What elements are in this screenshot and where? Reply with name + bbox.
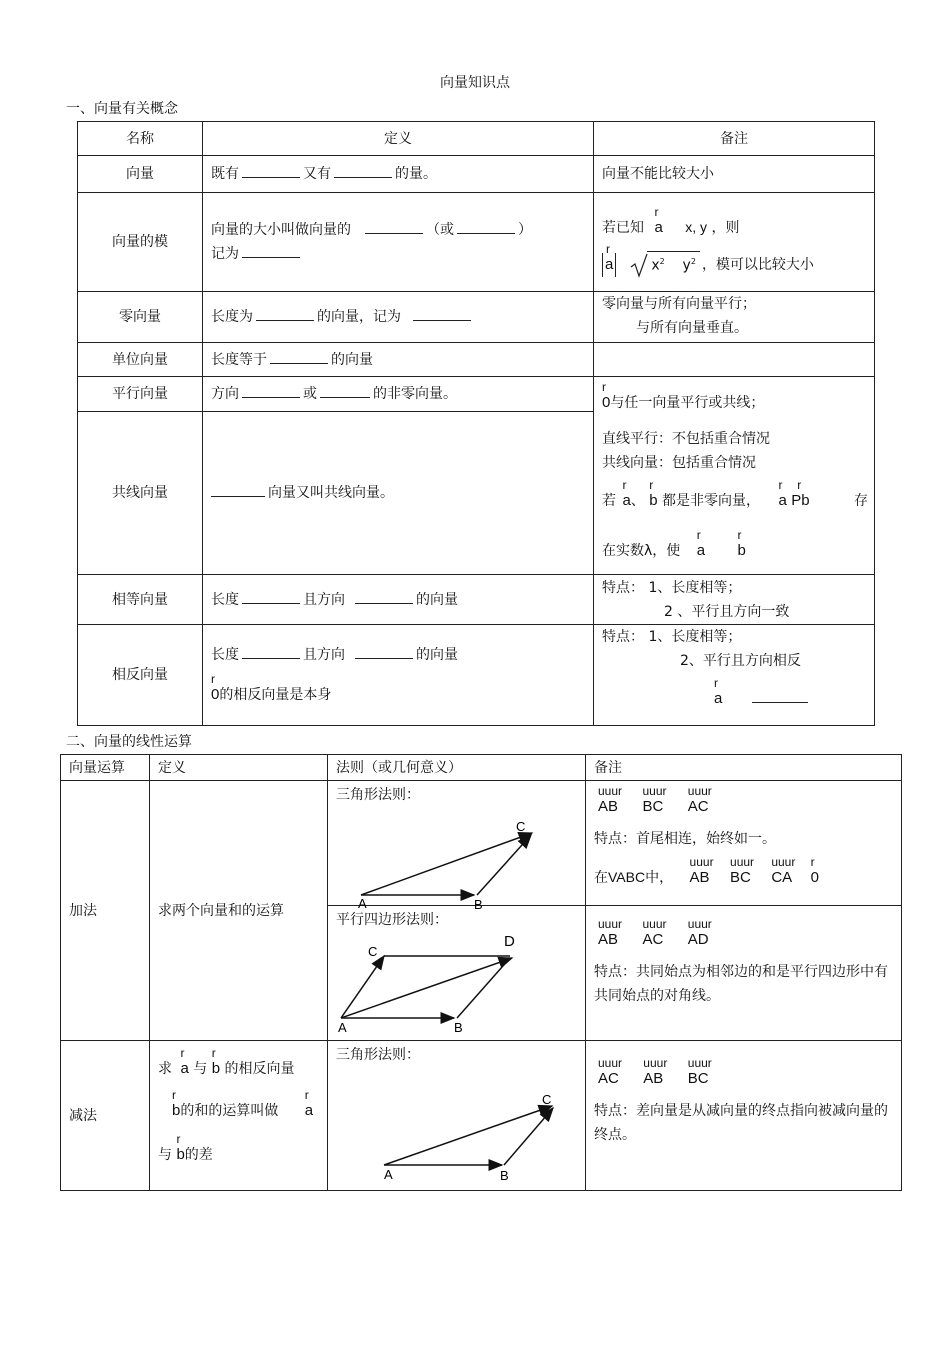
header-definition: 定义 (150, 755, 328, 781)
label-B: B (500, 1168, 509, 1183)
table-row (78, 575, 875, 625)
header-note: 备注 (594, 122, 875, 156)
table-row (78, 625, 875, 726)
op-name: 减法 (61, 1041, 150, 1191)
sqrt-sign-icon (630, 252, 648, 278)
row-definition: 长度 且方向 的向量 (203, 575, 594, 625)
header-definition: 定义 (203, 122, 594, 156)
row-definition: 向量的大小叫做向量的 （或 ） 记为 (203, 193, 594, 292)
row-name: 相等向量 (78, 575, 203, 625)
table-row (78, 343, 875, 377)
section-2-heading: 二、向量的线性运算 (66, 734, 192, 750)
note-cell: uuur AB uuur BC uuur AC 特点：首尾相连，始终如一。 在VABC中， uuur AB uuur BC uuur CA r 0 (586, 781, 902, 906)
label-C: C (368, 944, 378, 959)
row-name: 向量 (78, 156, 203, 193)
row-definition: 方向 或 的非零向量。 (203, 377, 594, 412)
operations-table (60, 754, 902, 1191)
label-B: B (454, 1020, 463, 1035)
label-C: C (542, 1092, 552, 1107)
row-note: 向量不能比较大小 (594, 156, 875, 193)
table-row (61, 781, 902, 906)
row-name: 向量的模 (78, 193, 203, 292)
op-definition: 求 r a 与 r b 的相反向量 r b的和的运算叫做 r a 与 r b的差 (150, 1041, 328, 1191)
row-note: r 0与任一向量平行或共线； 直线平行：不包括重合情况 共线向量：包括重合情况 若 r a、 r b 都是非零向量， r a r Pb 存 在实数λ，使 r a r b (594, 377, 875, 575)
rule-cell: 平行四边形法则： A B C D (328, 906, 586, 1041)
label-D: D (504, 933, 515, 950)
row-definition: 既有 又有 的量。 (203, 156, 594, 193)
table-row (78, 156, 875, 193)
note-cell: uuur AB uuur AC uuur AD 特点：共同始点为相邻边的和是平行四边形中有共同始点的对角线。 (586, 906, 902, 1041)
op-name: 加法 (61, 781, 150, 1041)
label-A: A (384, 1167, 393, 1182)
table-row (78, 292, 875, 343)
row-note: 特点： 1、长度相等； 2、平行且方向相反 r a (594, 625, 875, 726)
row-name: 共线向量 (78, 412, 203, 575)
row-definition: 长度 且方向 的向量 r 0的相反向量是本身 (203, 625, 594, 726)
triangle-subtraction-diagram (328, 1061, 586, 1191)
header-operation: 向量运算 (61, 755, 150, 781)
note-cell: uuur AC uuur AB uuur BC 特点：差向量是从减向量的终点指向被减向量的终点。 (586, 1041, 902, 1191)
header-name: 名称 (78, 122, 203, 156)
concepts-table (77, 121, 875, 726)
row-definition: 向量又叫共线向量。 (203, 412, 594, 575)
row-note (594, 343, 875, 377)
rule-cell: 三角形法则： A B C (328, 1041, 586, 1191)
table-row (78, 377, 875, 412)
label-B: B (474, 897, 483, 912)
label-A: A (358, 896, 367, 911)
row-note: 若已知 r a x, y ，则 r a $x^2$ $y^2$ ，模可以比较大小 (594, 193, 875, 292)
header-note: 备注 (586, 755, 902, 781)
label-C: C (516, 819, 526, 834)
parallelogram-addition-diagram (328, 930, 586, 1040)
row-name: 零向量 (78, 292, 203, 343)
row-note: 零向量与所有向量平行； 与所有向量垂直。 (594, 292, 875, 343)
label-A: A (338, 1020, 347, 1035)
row-definition: 长度等于 的向量 (203, 343, 594, 377)
page-title: 向量知识点 (440, 75, 510, 91)
row-definition: 长度为 的向量，记为 (203, 292, 594, 343)
row-note: 特点： 1、长度相等； 2 、平行且方向一致 (594, 575, 875, 625)
row-name: 单位向量 (78, 343, 203, 377)
rule-cell: 三角形法则： A B C (328, 781, 586, 906)
table-row (78, 193, 875, 292)
section-1-heading: 一、向量有关概念 (66, 101, 178, 117)
op-definition: 求两个向量和的运算 (150, 781, 328, 1041)
row-name: 相反向量 (78, 625, 203, 726)
table-row (61, 1041, 902, 1191)
triangle-addition-diagram (328, 803, 586, 912)
row-name: 平行向量 (78, 377, 203, 412)
header-rule: 法则（或几何意义） (328, 755, 586, 781)
